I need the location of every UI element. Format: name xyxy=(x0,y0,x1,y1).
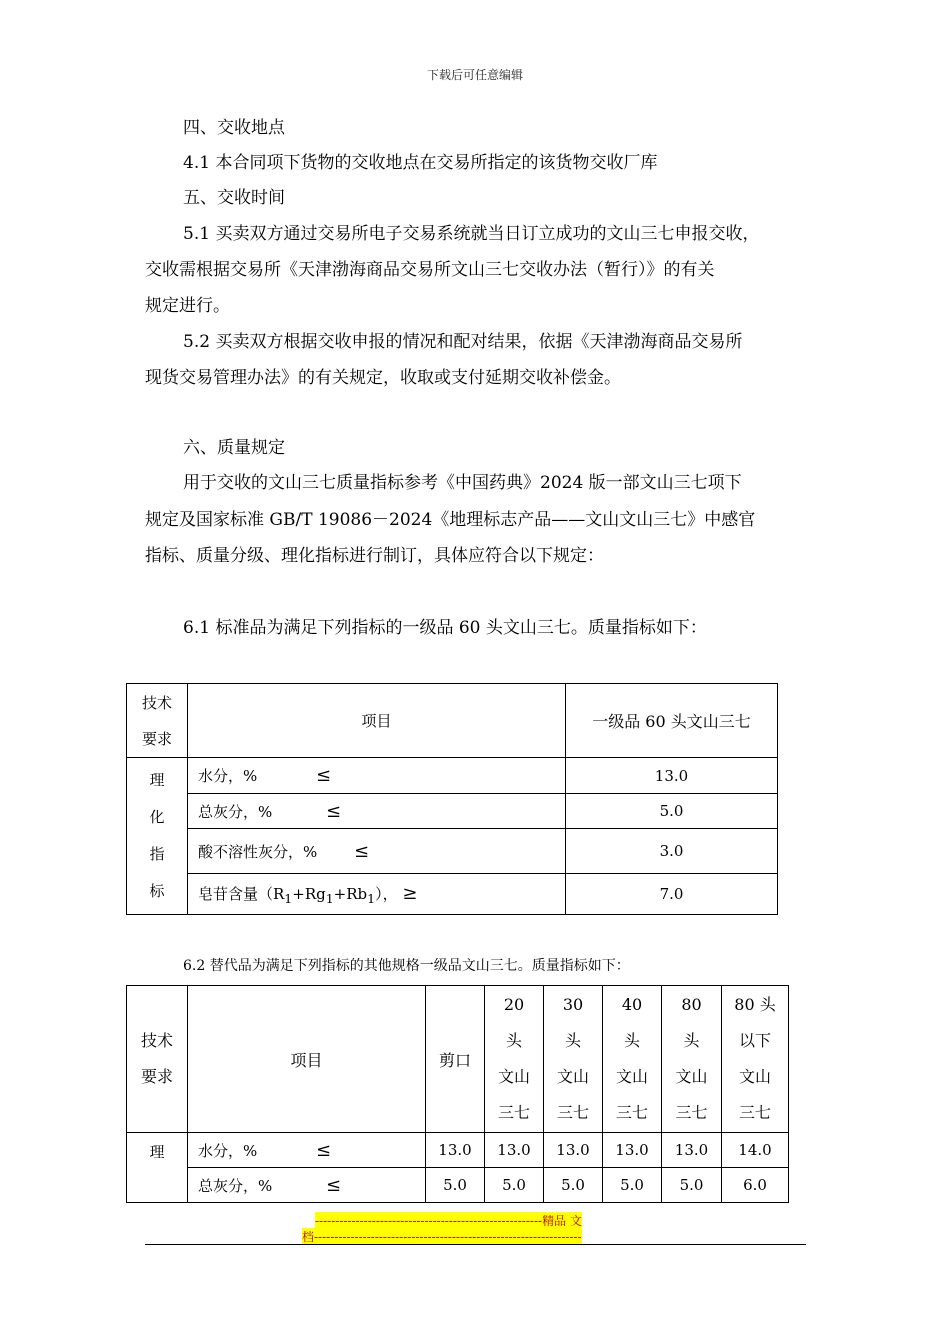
physchem-group: 理 xyxy=(127,1133,188,1203)
col-40-header: 40 头 文山 三七 xyxy=(603,986,662,1133)
ash-80: 5.0 xyxy=(662,1168,722,1203)
tech-req-header: 技术 要求 xyxy=(127,986,188,1133)
ash-jiankou: 5.0 xyxy=(426,1168,485,1203)
col-30-header: 30 头 文山 三七 xyxy=(544,986,603,1133)
footer-divider xyxy=(145,1244,806,1245)
item-header: 项目 xyxy=(188,684,566,758)
tech-req-header: 技术 要求 xyxy=(127,684,188,758)
section-5-2-line1: 5.2 买卖双方根据交收申报的情况和配对结果，依据《天津渤海商品交易所 xyxy=(183,332,743,352)
moisture-20: 13.0 xyxy=(485,1133,544,1168)
grade-header: 一级品 60 头文山三七 xyxy=(566,684,778,758)
section-6-line2: 规定及国家标准 GB/T 19086－2024《地理标志产品——文山文山三七》中感官 xyxy=(145,510,756,530)
section-6-title: 六、质量规定 xyxy=(183,438,285,458)
moisture-40: 13.0 xyxy=(603,1133,662,1168)
section-5-title: 五、交收时间 xyxy=(183,188,285,208)
standard-quality-table xyxy=(126,683,778,915)
ash-30: 5.0 xyxy=(544,1168,603,1203)
section-6-1: 6.1 标准品为满足下列指标的一级品 60 头文山三七。质量指标如下： xyxy=(183,618,707,638)
ash-40: 5.0 xyxy=(603,1168,662,1203)
moisture-value: 13.0 xyxy=(566,758,778,794)
moisture-below-80: 14.0 xyxy=(722,1133,789,1168)
footer-watermark-line1: --------------------------------------------------------精品 文 xyxy=(315,1214,582,1228)
moisture-30: 13.0 xyxy=(544,1133,603,1168)
section-5-1-line1: 5.1 买卖双方通过交易所电子交易系统就当日订立成功的文山三七申报交收， xyxy=(183,224,760,244)
section-4-title: 四、交收地点 xyxy=(183,118,285,138)
moisture-80: 13.0 xyxy=(662,1133,722,1168)
col-below-80-header: 80 头 以下 文山 三七 xyxy=(722,986,789,1133)
acid-insoluble-ash-value: 3.0 xyxy=(566,829,778,874)
total-ash-value: 5.0 xyxy=(566,794,778,829)
section-6-line3: 指标、质量分级、理化指标进行制订，具体应符合以下规定： xyxy=(145,546,604,566)
row-total-ash: 总灰分，% ≤ xyxy=(188,794,566,829)
row-acid-insoluble-ash: 酸不溶性灰分，% ≤ xyxy=(188,829,566,874)
section-5-2-line2: 现货交易管理办法》的有关规定，收取或支付延期交收补偿金。 xyxy=(145,368,621,388)
row-total-ash: 总灰分，% ≤ xyxy=(188,1168,426,1203)
col-80-header: 80 头 文山 三七 xyxy=(662,986,722,1133)
section-6-2: 6.2 替代品为满足下列指标的其他规格一级品文山三七。质量指标如下： xyxy=(183,958,630,974)
substitute-quality-table xyxy=(126,985,789,1203)
section-4-1: 4.1 本合同项下货物的交收地点在交易所指定的该货物交收厂库 xyxy=(183,153,658,173)
jiankou-header: 剪口 xyxy=(426,986,485,1133)
physchem-group: 理 化 指 标 xyxy=(127,758,188,915)
row-moisture: 水分，% ≤ xyxy=(188,758,566,794)
header-note: 下载后可任意编辑 xyxy=(426,68,523,82)
section-5-1-line3: 规定进行。 xyxy=(145,296,230,316)
saponin-value: 7.0 xyxy=(566,874,778,915)
item-header: 项目 xyxy=(188,986,426,1133)
section-6-line1: 用于交收的文山三七质量指标参考《中国药典》2024 版一部文山三七项下 xyxy=(183,473,742,493)
section-5-1-line2: 交收需根据交易所《天津渤海商品交易所文山三七交收办法（暂行）》的有关 xyxy=(145,260,715,280)
row-saponin: 皂苷含量$(R_1+Rg_1+Rb_1)$， ≥ xyxy=(188,874,566,915)
row-moisture: 水分，% ≤ xyxy=(188,1133,426,1168)
ash-below-80: 6.0 xyxy=(722,1168,789,1203)
ash-20: 5.0 xyxy=(485,1168,544,1203)
moisture-jiankou: 13.0 xyxy=(426,1133,485,1168)
col-20-header: 20 头 文山 三七 xyxy=(485,986,544,1133)
footer-watermark-line2: 档------------------------------------------------------------------ xyxy=(302,1230,582,1244)
